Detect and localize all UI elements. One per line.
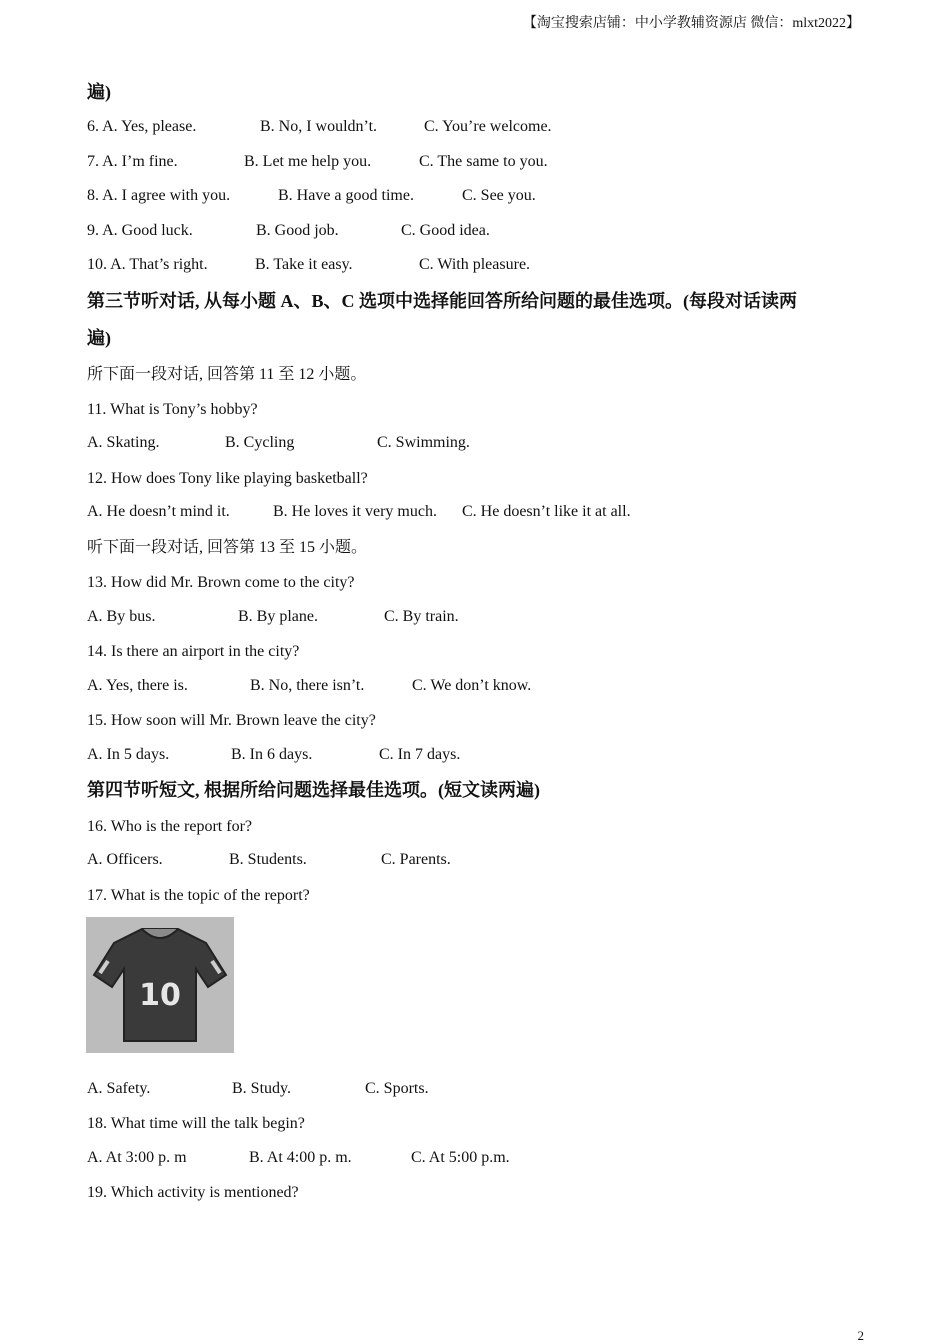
q12-stem: 12. How does Tony like playing basketball?	[87, 470, 368, 487]
instruction-11-12: 所下面一段对话, 回答第 11 至 12 小题。	[87, 366, 367, 383]
q6-option-c: C. You’re welcome.	[424, 118, 552, 135]
q16-stem: 16. Who is the report for?	[87, 818, 252, 835]
q18-option-c: C. At 5:00 p.m.	[411, 1149, 510, 1166]
q9-option-c: C. Good idea.	[401, 222, 490, 239]
section3-title-tail: 遍)	[87, 328, 111, 348]
jersey-number: 10	[139, 978, 181, 1013]
q6-option-b: B. No, I wouldn’t.	[260, 118, 378, 135]
q11-option-a: A. Skating.	[87, 434, 160, 451]
jersey-icon	[86, 917, 234, 1053]
q17-stem: 17. What is the topic of the report?	[87, 887, 310, 904]
q17-option-c: C. Sports.	[365, 1080, 429, 1097]
section4-title: 第四节听短文, 根据所给问题选择最佳选项。(短文读两遍)	[87, 780, 540, 800]
page-header: 【淘宝搜索店铺：中小学教辅资源店 微信：mlxt2022】	[522, 16, 860, 31]
q18-stem: 18. What time will the talk begin?	[87, 1115, 305, 1132]
q7-option-c: C. The same to you.	[419, 153, 548, 170]
q6-option-a: 6. A. Yes, please.	[87, 118, 197, 135]
q13-option-c: C. By train.	[384, 608, 459, 625]
q18-option-b: B. At 4:00 p. m.	[249, 1149, 352, 1166]
q12-option-b: B. He loves it very much.	[273, 503, 437, 520]
q14-stem: 14. Is there an airport in the city?	[87, 643, 300, 660]
q8-option-b: B. Have a good time.	[278, 187, 414, 204]
q11-option-b: B. Cycling	[225, 434, 295, 451]
q10-option-c: C. With pleasure.	[419, 256, 531, 273]
q14-option-b: B. No, there isn’t.	[250, 677, 365, 694]
q10-option-a: 10. A. That’s right.	[87, 256, 208, 273]
q19-stem: 19. Which activity is mentioned?	[87, 1184, 299, 1201]
q13-stem: 13. How did Mr. Brown come to the city?	[87, 574, 355, 591]
q7-option-b: B. Let me help you.	[244, 153, 372, 170]
q17-option-b: B. Study.	[232, 1080, 291, 1097]
instruction-13-15: 听下面一段对话, 回答第 13 至 15 小题。	[87, 539, 368, 556]
q16-option-a: A. Officers.	[87, 851, 163, 868]
q9-option-a: 9. A. Good luck.	[87, 222, 193, 239]
q17-option-a: A. Safety.	[87, 1080, 151, 1097]
q16-option-b: B. Students.	[229, 851, 307, 868]
q13-option-a: A. By bus.	[87, 608, 156, 625]
q18-option-a: A. At 3:00 p. m	[87, 1149, 187, 1166]
q15-option-b: B. In 6 days.	[231, 746, 313, 763]
q14-option-c: C. We don’t know.	[412, 677, 532, 694]
q14-option-a: A. Yes, there is.	[87, 677, 188, 694]
q7-option-a: 7. A. I’m fine.	[87, 153, 178, 170]
q15-option-a: A. In 5 days.	[87, 746, 170, 763]
q11-option-c: C. Swimming.	[377, 434, 470, 451]
q12-option-c: C. He doesn’t like it at all.	[462, 503, 631, 520]
q16-option-c: C. Parents.	[381, 851, 451, 868]
q12-option-a: A. He doesn’t mind it.	[87, 503, 230, 520]
q15-option-c: C. In 7 days.	[379, 746, 461, 763]
q13-option-b: B. By plane.	[238, 608, 318, 625]
section2-title-tail: 遍)	[87, 82, 111, 102]
q8-option-c: C. See you.	[462, 187, 536, 204]
q11-stem: 11. What is Tony’s hobby?	[87, 401, 258, 418]
section3-title: 第三节听对话, 从每小题 A、B、C 选项中选择能回答所给问题的最佳选项。(每段对话读两	[87, 291, 797, 311]
q10-option-b: B. Take it easy.	[255, 256, 353, 273]
q15-stem: 15. How soon will Mr. Brown leave the city?	[87, 712, 376, 729]
jersey-image	[86, 917, 234, 1053]
q9-option-b: B. Good job.	[256, 222, 339, 239]
page-number: 2	[857, 1328, 864, 1343]
q8-option-a: 8. A. I agree with you.	[87, 187, 231, 204]
